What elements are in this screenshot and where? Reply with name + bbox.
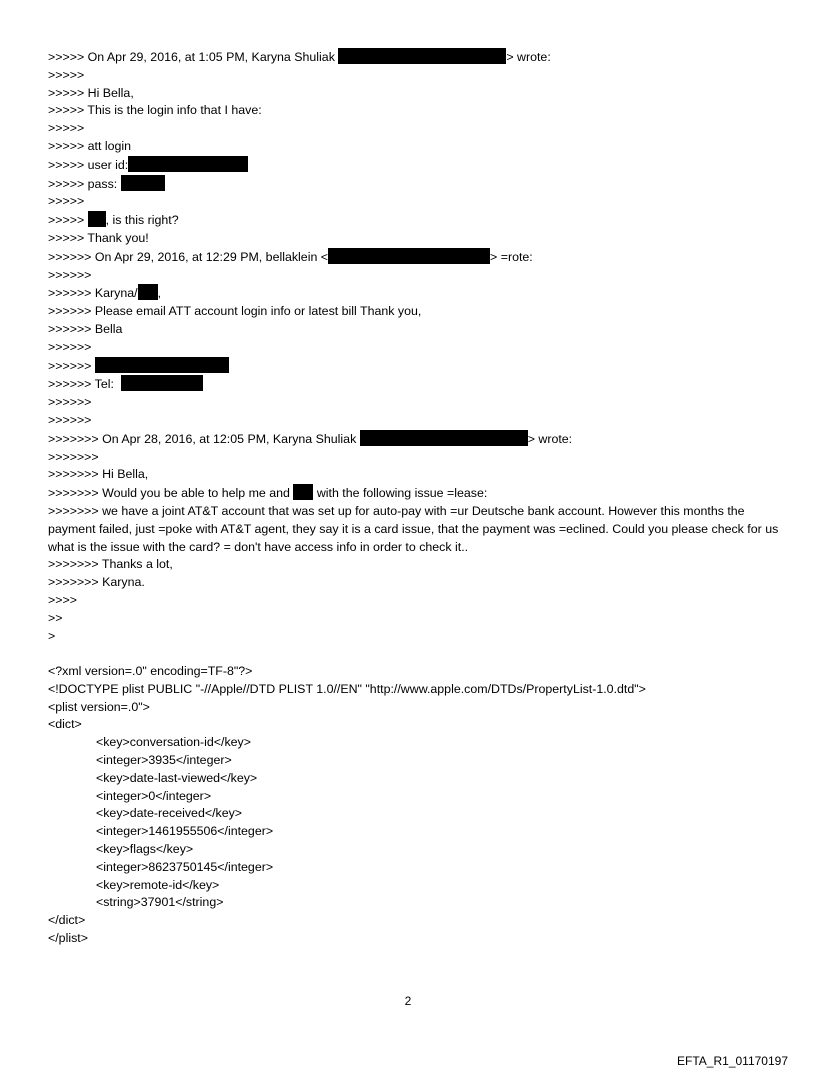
plist-line: </plist> bbox=[48, 931, 88, 946]
plist-line: <plist version=.0"> bbox=[48, 699, 150, 714]
redaction-box bbox=[128, 156, 248, 172]
redaction-box bbox=[360, 430, 528, 446]
email-line: >>>>> att login bbox=[48, 138, 132, 153]
redaction-box bbox=[328, 248, 490, 264]
redaction-box bbox=[338, 48, 506, 64]
plist-line: <integer>3935</integer> bbox=[96, 753, 232, 768]
email-line: >>>>> , is this right? bbox=[48, 213, 179, 228]
email-line: >>>>> pass: bbox=[48, 175, 788, 194]
email-line: >>>>>> bbox=[48, 339, 92, 354]
plist-line: <integer>0</integer> bbox=[96, 788, 212, 803]
plist-line: <key>date-last-viewed</key> bbox=[96, 770, 258, 785]
email-line: >>>>> Hi Bella, bbox=[48, 85, 134, 100]
email-line: >>>>>> On Apr 29, 2016, at 12:29 PM, bellaklein < > =rote: bbox=[48, 249, 533, 264]
email-line: >>>>>> bbox=[48, 267, 92, 282]
email-line: >>>>>> bbox=[48, 412, 92, 427]
plist-line: <integer>1461955506</integer> bbox=[96, 824, 274, 839]
plist-line: <string>37901</string> bbox=[96, 895, 224, 910]
redaction-box bbox=[121, 175, 165, 191]
email-line: >>>>>> bbox=[48, 357, 788, 376]
email-line: > bbox=[48, 628, 56, 643]
email-line: >>>>> bbox=[48, 67, 85, 82]
plist-line: <key>conversation-id</key> bbox=[96, 735, 251, 750]
email-line: >>>> bbox=[48, 592, 77, 607]
redaction-box bbox=[88, 211, 106, 227]
plist-line: <key>flags</key> bbox=[96, 842, 194, 857]
plist-line: <integer>8623750145</integer> bbox=[96, 859, 274, 874]
blank-line bbox=[48, 645, 788, 663]
email-line: >>>>> On Apr 29, 2016, at 1:05 PM, Karyna Shuliak > wrote: bbox=[48, 50, 551, 64]
redaction-box bbox=[95, 357, 229, 373]
document-body bbox=[48, 48, 788, 948]
plist-line: <key>date-received</key> bbox=[96, 806, 243, 821]
email-line: >>>>>> bbox=[48, 395, 92, 410]
plist-line: <key>remote-id</key> bbox=[96, 877, 220, 892]
page-number: 2 bbox=[404, 994, 412, 1008]
email-line: >>>>> This is the login info that I have: bbox=[48, 103, 262, 118]
plist-line: <?xml version=.0" encoding=TF-8"?> bbox=[48, 664, 253, 679]
email-line: >>>>> bbox=[48, 121, 85, 136]
email-line: >>>>>> Karyna/ , bbox=[48, 286, 162, 301]
email-line: >>>>>>> On Apr 28, 2016, at 12:05 PM, Karyna Shuliak > wrote: bbox=[48, 431, 573, 446]
email-line: >>>>>> Bella bbox=[48, 321, 123, 336]
redaction-box bbox=[121, 375, 203, 391]
bates-number: EFTA_R1_01170197 bbox=[677, 1054, 788, 1068]
email-line: >>>>>>> bbox=[48, 449, 99, 464]
email-line: >>>>>>> Hi Bella, bbox=[48, 467, 149, 482]
email-paragraph: >>>>>>> we have a joint AT&T account that was set up for auto-pay with =ur Deutsche bank account. However this months the payment failed, just =poke with AT&T agent, they say it is a card issue, that the payment was =eclined. Could you please check for us what is the issue with the card? = don't have access info in order to check it.. bbox=[48, 503, 779, 554]
plist-line: <dict> bbox=[48, 717, 82, 732]
email-line: >>>>>>> Karyna. bbox=[48, 575, 145, 590]
email-line: >>>>>>> Would you be able to help me and with the following issue =lease: bbox=[48, 486, 488, 501]
email-line: >>>>> Thank you! bbox=[48, 230, 149, 245]
email-line: >>>>>> Tel: bbox=[48, 375, 788, 394]
email-line: >> bbox=[48, 610, 63, 625]
plist-line: <!DOCTYPE plist PUBLIC "-//Apple//DTD PLIST 1.0//EN" "http://www.apple.com/DTDs/PropertyList-1.0.dtd"> bbox=[48, 681, 646, 696]
email-line: >>>>> user id: bbox=[48, 156, 788, 175]
email-line: >>>>>>> Thanks a lot, bbox=[48, 557, 173, 572]
plist-line: </dict> bbox=[48, 913, 86, 928]
redaction-box bbox=[138, 284, 158, 300]
redaction-box bbox=[293, 484, 313, 500]
email-line: >>>>> bbox=[48, 194, 85, 209]
email-line: >>>>>> Please email ATT account login info or latest bill Thank you, bbox=[48, 304, 422, 319]
